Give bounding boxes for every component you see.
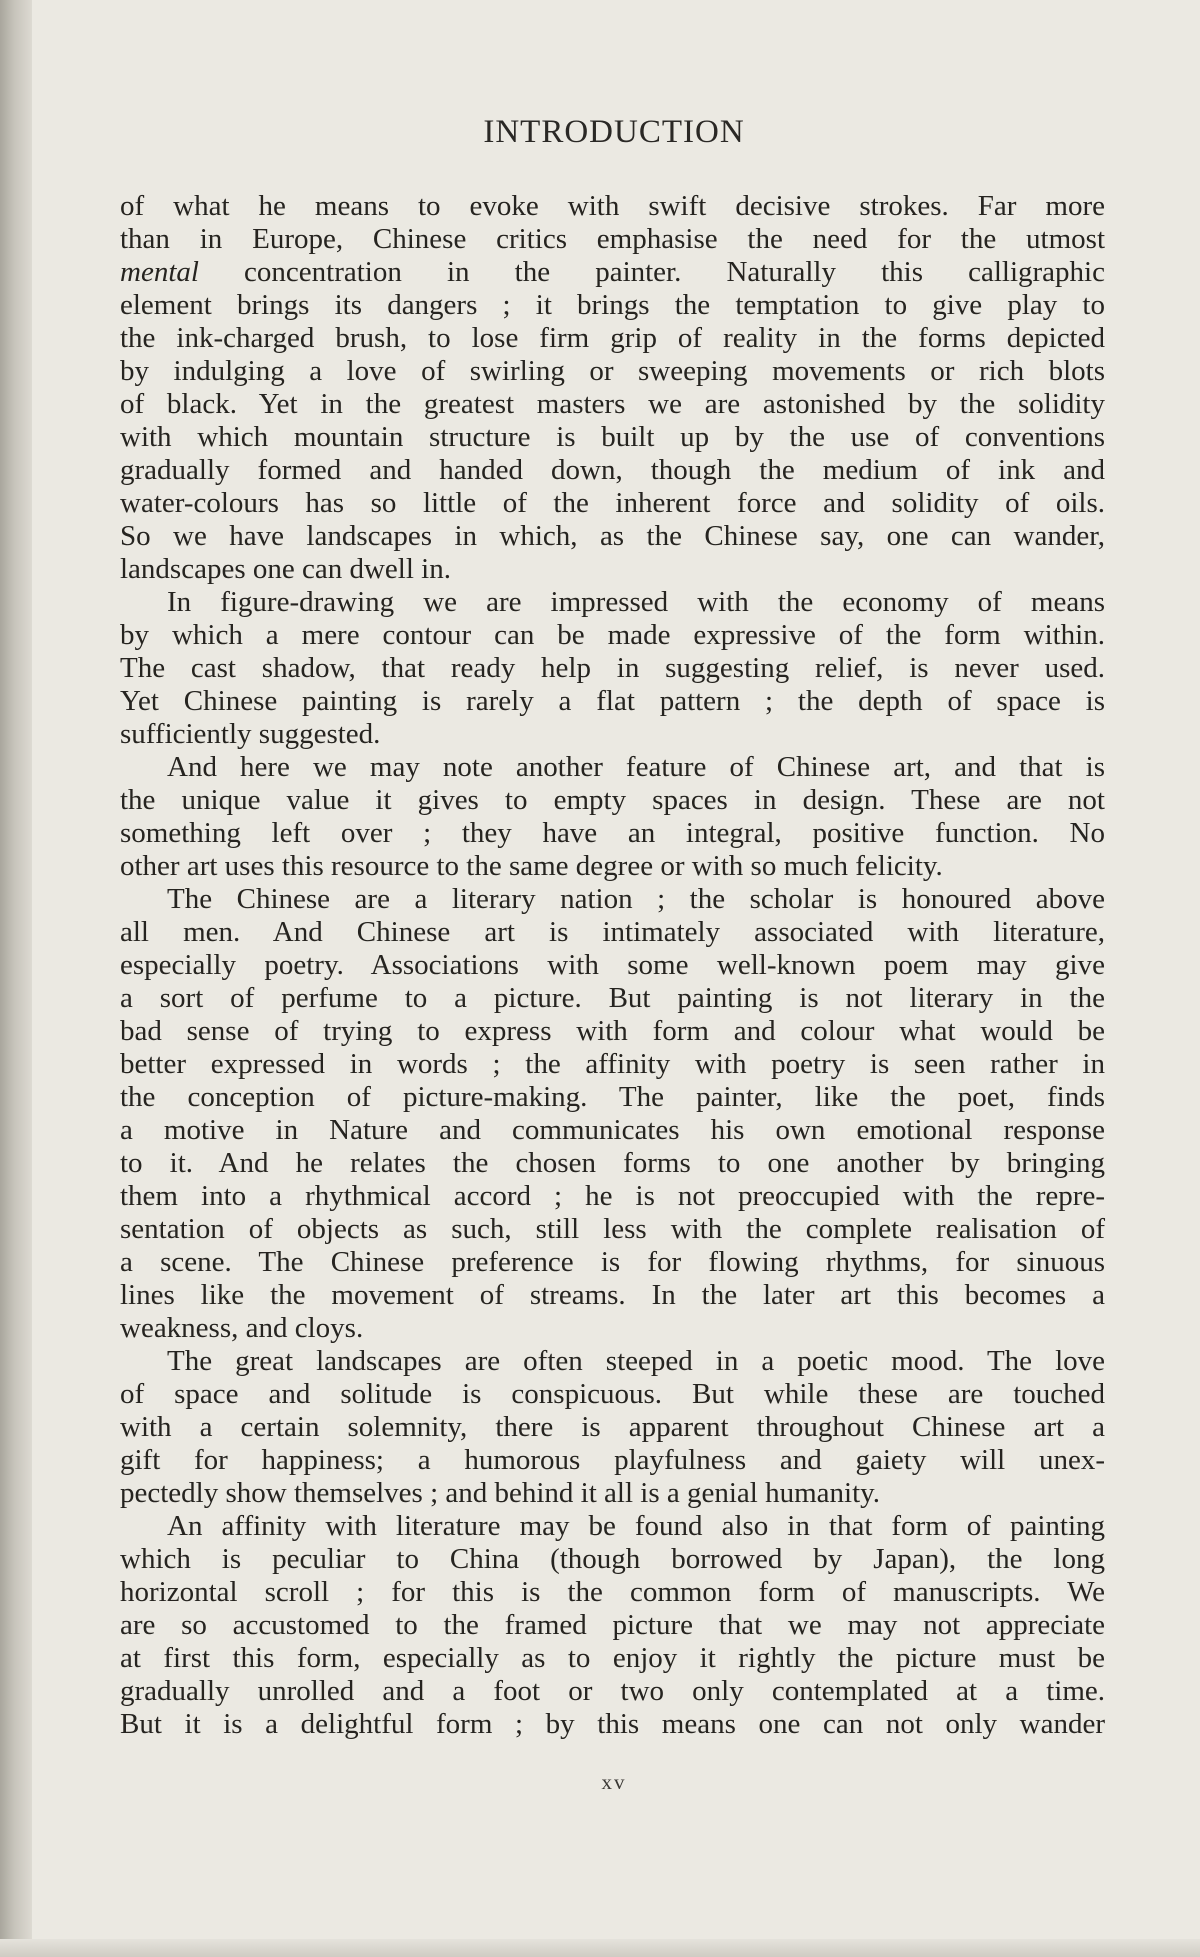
- text-line: sufficiently suggested.: [120, 718, 381, 750]
- text-line: which is peculiar to China (though borrowed by Japan), the long: [120, 1543, 1105, 1575]
- paragraph: [120, 1510, 1105, 1741]
- paragraph: [120, 586, 1105, 751]
- text-line: by indulging a love of swirling or sweeping movements or rich blots: [120, 355, 1105, 387]
- text-line: horizontal scroll ; for this is the common form of manuscripts. We: [120, 1576, 1105, 1608]
- text-line: gift for happiness; a humorous playfulness and gaiety will unex-: [120, 1444, 1105, 1476]
- text-line: The Chinese are a literary nation ; the scholar is honoured above: [167, 883, 1105, 915]
- text-line: a sort of perfume to a picture. But painting is not literary in the: [120, 982, 1105, 1014]
- emphasis: mental: [120, 256, 199, 288]
- text-line: An affinity with literature may be found also in that form of painting: [167, 1510, 1105, 1542]
- text-line: something left over ; they have an integral, positive function. No: [120, 817, 1105, 849]
- text-line: all men. And Chinese art is intimately associated with literature,: [120, 916, 1105, 948]
- text-line: lines like the movement of streams. In the later art this becomes a: [120, 1279, 1105, 1311]
- body-text: [120, 190, 1105, 1741]
- paragraph: [120, 1345, 1105, 1510]
- text-line: at first this form, especially as to enjoy it rightly the picture must be: [120, 1642, 1105, 1674]
- text-line: the unique value it gives to empty spaces in design. These are not: [120, 784, 1105, 816]
- text-line: [120, 256, 1105, 289]
- paragraph: [120, 751, 1105, 883]
- running-header: INTRODUCTION: [483, 114, 745, 150]
- text-line: weakness, and cloys.: [120, 1312, 364, 1344]
- text-line: In figure-drawing we are impressed with the economy of means: [167, 586, 1105, 618]
- text-line: Yet Chinese painting is rarely a flat pattern ; the depth of space is: [120, 685, 1105, 717]
- text-line: of black. Yet in the greatest masters we are astonished by the solidity: [120, 388, 1105, 420]
- page-bottom-edge: [0, 1939, 1200, 1957]
- text-line: landscapes one can dwell in.: [120, 553, 451, 585]
- text-line: So we have landscapes in which, as the Chinese say, one can wander,: [120, 520, 1105, 552]
- text-line: especially poetry. Associations with some well-known poem may give: [120, 949, 1105, 981]
- text-line: The great landscapes are often steeped in a poetic mood. The love: [167, 1345, 1105, 1377]
- text-line: the conception of picture-making. The painter, like the poet, finds: [120, 1081, 1105, 1113]
- text-line: a scene. The Chinese preference is for flowing rhythms, for sinuous: [120, 1246, 1105, 1278]
- page-binding-shadow: [0, 0, 32, 1957]
- text-line: of space and solitude is conspicuous. But while these are touched: [120, 1378, 1105, 1410]
- text-line: bad sense of trying to express with form and colour what would be: [120, 1015, 1105, 1047]
- text-line: the ink-charged brush, to lose firm grip of reality in the forms depicted: [120, 322, 1105, 354]
- text-line: a motive in Nature and communicates his own emotional response: [120, 1114, 1105, 1146]
- text-line: better expressed in words ; the affinity with poetry is seen rather in: [120, 1048, 1105, 1080]
- page-number: xv: [601, 1770, 627, 1794]
- text-line: are so accustomed to the framed picture that we may not appreciate: [120, 1609, 1105, 1641]
- text-line-rest: concentration in the painter. Naturally this calligraphic: [198, 256, 1105, 288]
- text-line: element brings its dangers ; it brings the temptation to give play to: [120, 289, 1105, 321]
- text-line: other art uses this resource to the same degree or with so much felicity.: [120, 850, 943, 882]
- text-line: with a certain solemnity, there is apparent throughout Chinese art a: [120, 1411, 1105, 1443]
- text-line: The cast shadow, that ready help in suggesting relief, is never used.: [120, 652, 1105, 684]
- text-line: them into a rhythmical accord ; he is not preoccupied with the repre-: [120, 1180, 1105, 1212]
- text-line: pectedly show themselves ; and behind it all is a genial humanity.: [120, 1477, 881, 1509]
- text-line: with which mountain structure is built up by the use of conventions: [120, 421, 1105, 453]
- paragraph: [120, 883, 1105, 1345]
- text-line: to it. And he relates the chosen forms to one another by bringing: [120, 1147, 1105, 1179]
- text-line: sentation of objects as such, still less with the complete realisation of: [120, 1213, 1105, 1245]
- text-line: of what he means to evoke with swift decisive strokes. Far more: [120, 190, 1105, 222]
- text-line: by which a mere contour can be made expressive of the form within.: [120, 619, 1105, 651]
- text-line: And here we may note another feature of Chinese art, and that is: [167, 751, 1105, 783]
- text-line: gradually unrolled and a foot or two only contemplated at a time.: [120, 1675, 1105, 1707]
- text-line: But it is a delightful form ; by this means one can not only wander: [120, 1708, 1105, 1740]
- text-line: gradually formed and handed down, though the medium of ink and: [120, 454, 1105, 486]
- text-line: than in Europe, Chinese critics emphasise the need for the utmost: [120, 223, 1105, 255]
- text-line: water-colours has so little of the inherent force and solidity of oils.: [120, 487, 1105, 519]
- paragraph: [120, 190, 1105, 586]
